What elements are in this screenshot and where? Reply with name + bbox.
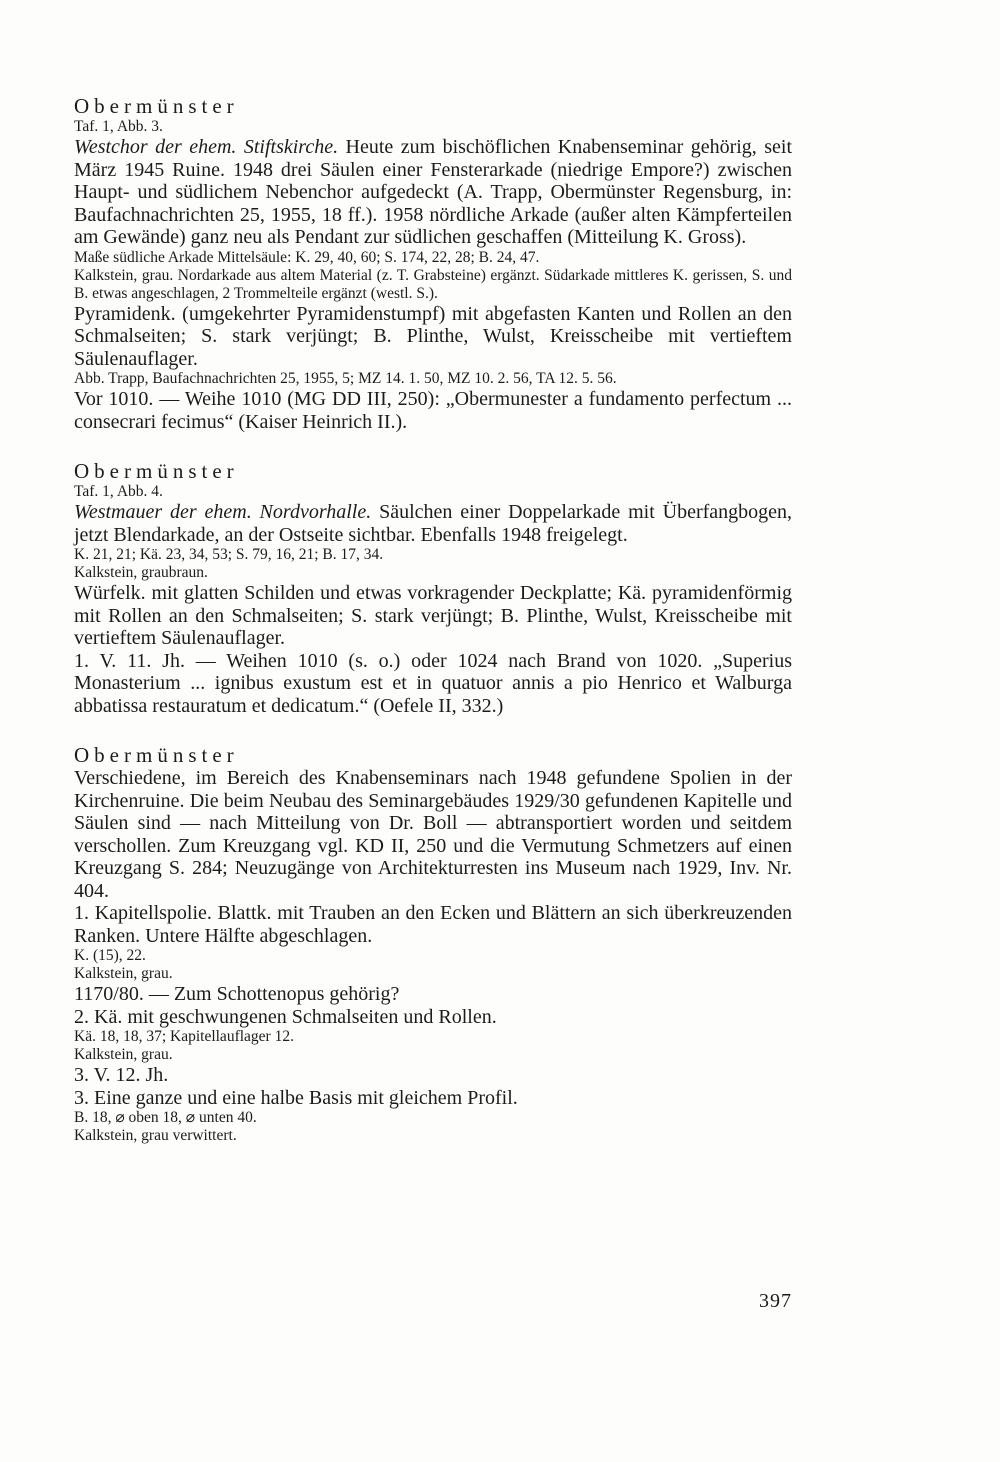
measurements: K. 21, 21; Kä. 23, 34, 53; S. 79, 16, 21; B. 17, 34. (74, 546, 384, 563)
entry-description-paragraph (74, 136, 792, 249)
item-form: 2. Kä. mit geschwungenen Schmalseiten und Rollen. (74, 1005, 497, 1028)
page-number: 397 (759, 1290, 792, 1312)
item-material: Kalkstein, grau. (74, 1046, 173, 1063)
illustration-references: Abb. Trapp, Baufachnachrichten 25, 1955, 5; MZ 14. 1. 50, MZ 10. 2. 56, TA 12. 5. 56. (74, 370, 617, 387)
entry-intro: Verschiedene, im Bereich des Knabenseminars nach 1948 gefundene Spolien in der Kirchenruine. Die beim Neubau des Seminargebäudes 1929/30 gefundenen Kapitelle und Säulen sind — nach Mitteilung von Dr. Boll — abtransportiert worden und seitdem verschollen. Zum Kreuzgang vgl. KD II, 250 und die Vermutung Schmetzers auf einen Kreuzgang S. 284; Neuzugänge von Architekturresten ins Museum nach 1929, Inv. Nr. 404. (74, 767, 792, 902)
catalog-entry-westchor (74, 94, 792, 433)
item-form: 1. Kapitellspolie. Blattk. mit Trauben an den Ecken und Blättern an sich überkreuzenden Ranken. Untere Hälfte abgeschlagen. (74, 902, 792, 947)
material: Kalkstein, grau. Nordarkade aus altem Material (z. T. Grabsteine) ergänzt. Südarkade mittleres K. gerissen, S. und B. etwas angeschlagen, 2 Trommelteile ergänzt (westl. S.). (74, 266, 792, 302)
catalog-entry-spolien (74, 743, 792, 1145)
entry-heading: Obermünster (74, 459, 239, 483)
material: Kalkstein, graubraun. (74, 564, 208, 581)
measurements: Maße südliche Arkade Mittelsäule: K. 29, 40, 60; S. 174, 22, 28; B. 24, 47. (74, 248, 540, 266)
entry-description-paragraph (74, 501, 792, 546)
entry-title: Westchor der ehem. Stiftskirche. (74, 136, 339, 158)
entry-heading: Obermünster (74, 743, 239, 767)
entry-heading: Obermünster (74, 94, 239, 118)
entry-title: Westmauer der ehem. Nordvorhalle. (74, 501, 372, 523)
plate-reference: Taf. 1, Abb. 3. (74, 118, 163, 135)
item-dating: 3. V. 12. Jh. (74, 1064, 169, 1086)
dating: 1. V. 11. Jh. — Weihen 1010 (s. o.) oder 1024 nach Brand von 1020. „Superius Monasterium ... ignibus exustum est et in quatuor annis a pio Henrico et Walburga abbatissa restauratum et dedicatum.“ (Oefele II, 332.) (74, 649, 792, 717)
form-description: Pyramidenk. (umgekehrter Pyramidenstumpf) mit abgefasten Kanten und Rollen an den Schmalseiten; S. stark verjüngt; B. Plinthe, Wulst, Kreisscheibe mit vertieftem Säulenauflager. (74, 302, 792, 370)
item-measurements: B. 18, ⌀ oben 18, ⌀ unten 40. (74, 1109, 257, 1126)
entry-description: Heute zum bischöflichen Knabenseminar gehörig, seit März 1945 Ruine. 1948 drei Säulen einer Fensterarkade (niedrige Empore?) zwischen Haupt- und südlichem Nebenchor aufgedeckt (A. Trapp, Obermünster Regensburg, in: Baufachnachrichten 25, 1955, 18 ff.). 1958 nördliche Arkade (außer alten Kämpferteilen am Gewände) ganz neu als Pendant zur südlichen geschaffen (Mitteilung K. Gross). (74, 136, 792, 248)
plate-reference: Taf. 1, Abb. 4. (74, 483, 163, 500)
page-body (74, 94, 792, 1145)
item-measurements: Kä. 18, 18, 37; Kapitellauflager 12. (74, 1028, 294, 1045)
item-form: 3. Eine ganze und eine halbe Basis mit gleichem Profil. (74, 1086, 518, 1109)
catalog-entry-westmauer (74, 459, 792, 717)
dating: Vor 1010. — Weihe 1010 (MG DD III, 250): „Obermunester a fundamento perfectum ... consecrari fecimus“ (Kaiser Heinrich II.). (74, 388, 792, 433)
entry-description: Säulchen einer Doppelarkade mit Überfangbogen, jetzt Blendarkade, an der Ostseite sichtbar. Ebenfalls 1948 freigelegt. (74, 501, 793, 546)
item-measurements: K. (15), 22. (74, 947, 146, 964)
spolie-item-3 (74, 1087, 792, 1146)
item-material: Kalkstein, grau verwittert. (74, 1127, 237, 1144)
item-dating: 1170/80. — Zum Schottenopus gehörig? (74, 983, 400, 1005)
spolie-item-2 (74, 1006, 792, 1087)
spolie-item-1 (74, 902, 792, 1006)
form-description: Würfelk. mit glatten Schilden und etwas vorkragender Deckplatte; Kä. pyramidenförmig mit Rollen an den Schmalseiten; S. stark verjüngt; B. Plinthe, Wulst, Kreisscheibe mit vertieftem Säulenauflager. (74, 582, 792, 649)
item-material: Kalkstein, grau. (74, 965, 173, 982)
